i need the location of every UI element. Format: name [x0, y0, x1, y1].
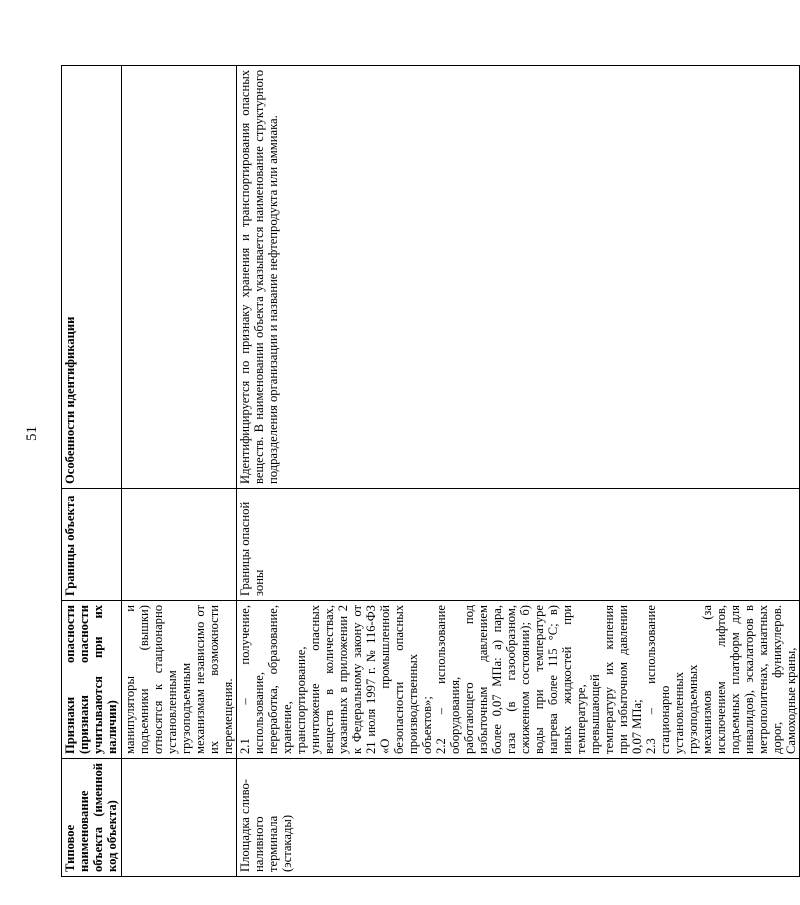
cell-type-continuation — [122, 759, 237, 877]
cell-bounds-continuation — [122, 489, 237, 601]
cell-features-continuation — [122, 66, 237, 489]
signs-paragraph-3: 2.3 – использование стационарно установленных грузоподъемных механизмов (за исключением лифтов, подъемных платформ для инвалидов), эскалаторов в метрополитенах, канатных дорог, фуникулеров. Самоходные краны, — [644, 605, 798, 754]
rotated-table-frame — [61, 65, 798, 877]
table-header-row — [62, 66, 122, 877]
header-object-bounds: Границы объекта — [62, 489, 122, 601]
table-row-main — [237, 66, 800, 877]
signs-paragraph-2: 2.2 – использование оборудования, работающего под избыточным давлением более 0,07 МПа: а) пара, газа (в газообразном, сжиженном состоянии); б) воды при температуре нагрева более 115 °С; в) иных жидкостей при температуре, превышающей температуру их кипения при избыточном давлении 0,07 МПа; — [434, 605, 644, 754]
cell-object-type: Площадка сливо-наливного терминала (эстакады) — [237, 759, 800, 877]
header-danger-signs: Признаки опасности (признаки опасности учитываются при их наличии) — [62, 601, 122, 759]
header-identification-features: Особенности идентификации — [62, 66, 122, 489]
cell-signs-continuation: манипуляторы и подъемники (вышки) относятся к стационарно установленным грузоподъемным механизмам независимо от их возможности перемещения. — [122, 601, 237, 759]
identification-table — [61, 65, 800, 877]
cell-object-bounds: Границы опасной зоны — [237, 489, 800, 601]
table-row-continuation — [122, 66, 237, 877]
page-number: 51 — [24, 426, 40, 441]
cell-identification-features: Идентифицируется по признаку хранения и транспортирования опасных веществ. В наименовании объекта указывается наименование структурного подразделения организации и название нефтепродукта или аммиака. — [237, 66, 800, 489]
cell-danger-signs — [237, 601, 800, 759]
header-object-type: Типовое наименование объекта (именной код объекта) — [62, 759, 122, 877]
signs-paragraph-1: 2.1 – получение, использование, переработка, образование, хранение, транспортирование, уничтожение опасных веществ в количествах, указанных в приложении 2 к Федеральному закону от 21 июля 1997 г. № 116-ФЗ «О промышленной безопасности опасных производственных объектов»; — [238, 605, 434, 754]
